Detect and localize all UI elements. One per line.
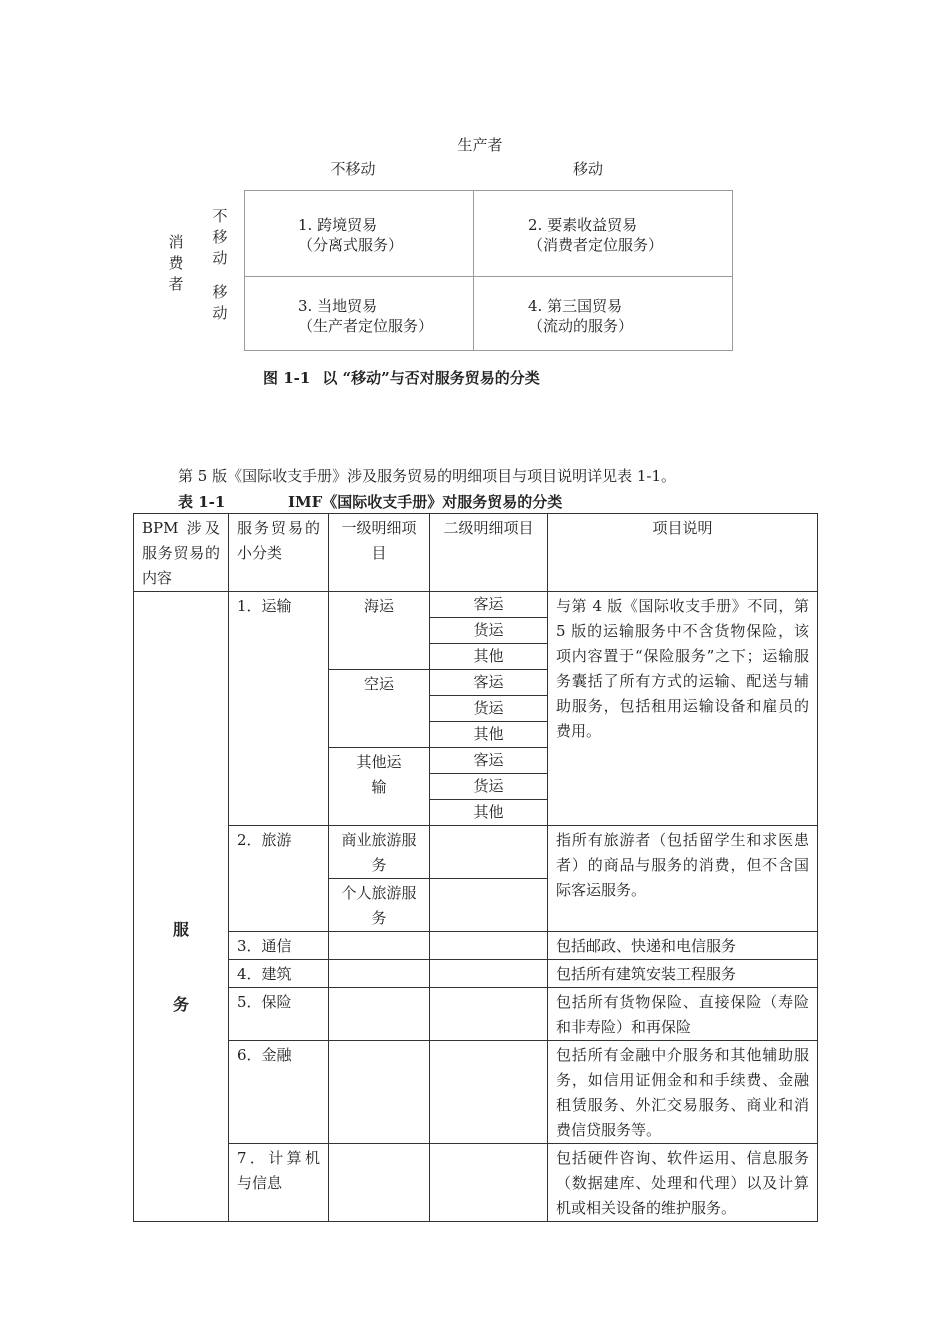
computer-label: 7．计算机与信息 bbox=[229, 1144, 329, 1222]
header-level2-items: 二级明细项目 bbox=[430, 514, 548, 592]
table-row bbox=[134, 1041, 818, 1144]
cell1-subtitle: （分离式服务） bbox=[298, 236, 404, 254]
other-freight: 货运 bbox=[430, 774, 548, 800]
communication-description: 包括邮政、快递和电信服务 bbox=[548, 932, 818, 960]
computer-description: 包括硬件咨询、软件运用、信息服务（数据建库、处理和代理）以及计算机或相关设备的维护服务。 bbox=[548, 1144, 818, 1222]
column-not-moving-label: 不移动 bbox=[330, 160, 376, 178]
travel-description: 指所有旅游者（包括留学生和求医患者）的商品与服务的消费，但不含国际客运服务。 bbox=[548, 826, 818, 932]
cell-factor-income-trade bbox=[528, 215, 663, 255]
business-travel: 商业旅游服务 bbox=[329, 826, 430, 879]
construction-label: 4．建筑 bbox=[229, 960, 329, 988]
empty-cell bbox=[430, 1041, 548, 1144]
communication-label: 3．通信 bbox=[229, 932, 329, 960]
transport-description: 与第 4 版《国际收支手册》不同，第 5 版的运输服务中不含货物保险，该项内容置于“保险服务”之下；运输服务囊括了所有方式的运输、配送与辅助服务，包括租用运输设备和雇员的费用。 bbox=[548, 592, 818, 826]
other-transport: 其他运输 bbox=[329, 748, 430, 826]
figure-caption-text: 以 “移动”与否对服务贸易的分类 bbox=[322, 369, 540, 387]
sea-other: 其他 bbox=[430, 644, 548, 670]
empty-cell bbox=[430, 879, 548, 932]
cell-third-country-trade bbox=[528, 296, 633, 336]
table-row bbox=[134, 960, 818, 988]
table-caption-number: 表 1-1 bbox=[178, 493, 226, 511]
other-passenger: 客运 bbox=[430, 748, 548, 774]
table-row bbox=[134, 592, 818, 618]
cell2-subtitle: （消费者定位服务） bbox=[528, 236, 664, 254]
construction-description: 包括所有建筑安装工程服务 bbox=[548, 960, 818, 988]
cell-local-trade bbox=[298, 296, 433, 336]
cell-cross-border-trade bbox=[298, 215, 403, 255]
matrix-divider-horizontal bbox=[244, 276, 733, 277]
sea-transport: 海运 bbox=[329, 592, 430, 670]
intro-paragraph: 第 5 版《国际收支手册》涉及服务贸易的明细项目与项目说明详见表 1-1。 bbox=[178, 467, 677, 485]
matrix-divider-vertical bbox=[473, 190, 474, 351]
table-header-row bbox=[134, 514, 818, 592]
empty-cell bbox=[430, 960, 548, 988]
row-moving-label: 移动 bbox=[212, 283, 228, 322]
table-row bbox=[134, 826, 818, 879]
air-passenger: 客运 bbox=[430, 670, 548, 696]
service-trade-classification-table bbox=[133, 513, 818, 1222]
empty-cell bbox=[430, 932, 548, 960]
travel-label: 2．旅游 bbox=[229, 826, 329, 932]
consumer-label: 消费者 bbox=[168, 233, 184, 293]
other-other: 其他 bbox=[430, 800, 548, 826]
header-description: 项目说明 bbox=[548, 514, 818, 592]
empty-cell bbox=[329, 960, 430, 988]
cell2-title: 2. 要素收益贸易 bbox=[528, 216, 638, 234]
cell3-title: 3. 当地贸易 bbox=[298, 297, 378, 315]
transport-label: 1．运输 bbox=[229, 592, 329, 826]
cell3-subtitle: （生产者定位服务） bbox=[298, 317, 434, 335]
insurance-label: 5．保险 bbox=[229, 988, 329, 1041]
column-moving-label: 移动 bbox=[572, 160, 603, 178]
personal-travel: 个人旅游服务 bbox=[329, 879, 430, 932]
cell1-title: 1. 跨境贸易 bbox=[298, 216, 378, 234]
insurance-description: 包括所有货物保险、直接保险（寿险和非寿险）和再保险 bbox=[548, 988, 818, 1041]
header-bpm-content: BPM 涉及服务贸易的内容 bbox=[134, 514, 229, 592]
table-caption bbox=[178, 491, 562, 512]
table-row bbox=[134, 1144, 818, 1222]
cell4-subtitle: （流动的服务） bbox=[528, 317, 634, 335]
service-label-char-1: 服 bbox=[172, 920, 189, 939]
cell4-title: 4. 第三国贸易 bbox=[528, 297, 623, 315]
empty-cell bbox=[329, 988, 430, 1041]
figure-caption bbox=[263, 367, 552, 388]
figure-caption-number: 图 1-1 bbox=[263, 369, 311, 387]
finance-description: 包括所有金融中介服务和其他辅助服务，如信用证佣金和和手续费、金融租赁服务、外汇交易服务、商业和消费信贷服务等。 bbox=[548, 1041, 818, 1144]
service-label-char-2: 务 bbox=[172, 995, 189, 1014]
sea-passenger: 客运 bbox=[430, 592, 548, 618]
empty-cell bbox=[329, 1144, 430, 1222]
empty-cell bbox=[329, 932, 430, 960]
table-caption-text: IMF《国际收支手册》对服务贸易的分类 bbox=[288, 493, 563, 511]
service-category-cell bbox=[134, 592, 229, 1222]
header-subcategory: 服务贸易的小分类 bbox=[229, 514, 329, 592]
producer-label: 生产者 bbox=[457, 136, 503, 154]
table-row bbox=[134, 932, 818, 960]
finance-label: 6．金融 bbox=[229, 1041, 329, 1144]
empty-cell bbox=[430, 826, 548, 879]
empty-cell bbox=[329, 1041, 430, 1144]
air-transport: 空运 bbox=[329, 670, 430, 748]
table-row bbox=[134, 988, 818, 1041]
sea-freight: 货运 bbox=[430, 618, 548, 644]
air-freight: 货运 bbox=[430, 696, 548, 722]
header-level1-items: 一级明细项目 bbox=[329, 514, 430, 592]
empty-cell bbox=[430, 988, 548, 1041]
empty-cell bbox=[430, 1144, 548, 1222]
row-not-moving-label: 不移动 bbox=[212, 207, 228, 267]
air-other: 其他 bbox=[430, 722, 548, 748]
